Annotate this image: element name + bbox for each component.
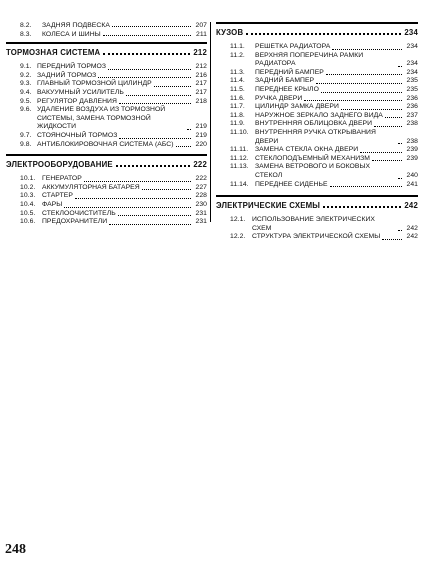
entry-page: 238 [406, 137, 418, 145]
leader-dots [119, 103, 191, 104]
section-heading-brakes[interactable] [6, 48, 207, 58]
section-page: 212 [193, 48, 207, 58]
entry-title: СТЕКЛООЧИСТИТЕЛЬ [42, 209, 116, 217]
toc-entry[interactable] [6, 22, 207, 31]
entry-title: ФАРЫ [42, 200, 63, 208]
entry-number: 11.4. [230, 77, 245, 85]
entry-number: 10.5. [20, 209, 36, 217]
entry-number: 9.7. [20, 131, 32, 139]
entry-page: 234 [406, 43, 418, 50]
entry-page: 211 [196, 30, 207, 38]
leader-dots [374, 126, 402, 127]
leader-dots [154, 86, 191, 87]
toc-entry[interactable] [216, 112, 418, 121]
entry-title: ПЕРЕДНИЙ ТОРМОЗ [37, 63, 107, 71]
entry-page: 236 [406, 94, 418, 102]
toc-entry[interactable] [216, 95, 418, 104]
entry-title: СТРУКТУРА ЭЛЕКТРИЧЕСКОЙ СХЕМЫ [252, 233, 381, 241]
leader-dots [321, 92, 402, 93]
leader-dots [187, 129, 191, 130]
toc-entry[interactable] [6, 63, 207, 72]
leader-dots [341, 109, 402, 110]
section-page: 242 [404, 201, 418, 211]
entry-page: 231 [195, 209, 207, 217]
toc-left-column [6, 22, 207, 227]
toc-entry[interactable] [216, 120, 418, 129]
entry-title: ВНУТРЕННЯЯ ОБЛИЦОВКА ДВЕРИ [255, 120, 373, 128]
toc-entry[interactable] [216, 43, 418, 52]
leader-dots [103, 35, 191, 36]
entry-title: УДАЛЕНИЕ ВОЗДУХА ИЗ ТОРМОЗНОЙ СИСТЕМЫ, ЗАМЕНА ТОРМОЗНОЙ ЖИДКОСТИ [37, 106, 166, 131]
leader-dots [84, 181, 191, 182]
entry-page: 230 [195, 200, 207, 208]
entry-title: СТОЯНОЧНЫЙ ТОРМОЗ [37, 131, 118, 139]
entry-page: 242 [406, 233, 418, 241]
entry-number: 10.4. [20, 200, 36, 208]
entry-page: 237 [406, 111, 418, 119]
entry-title: ВАКУУМНЫЙ УСИЛИТЕЛЬ [37, 88, 124, 96]
entry-number: 10.3. [20, 192, 36, 200]
entry-page: 240 [406, 171, 418, 179]
entry-page: 222 [195, 175, 207, 183]
entry-number: 9.5. [20, 97, 32, 105]
toc-right-column [216, 22, 418, 242]
leader-dots [385, 117, 402, 118]
leader-dots [398, 230, 402, 231]
toc-entry[interactable] [216, 146, 418, 155]
entry-title: ИСПОЛЬЗОВАНИЕ ЭЛЕКТРИЧЕСКИХ СХЕМ [252, 216, 375, 232]
entry-number: 11.5. [230, 85, 245, 93]
entry-title: СТЕКЛОПОДЪЕМНЫЙ МЕХАНИЗМ [255, 154, 370, 162]
entry-page: 236 [406, 103, 418, 111]
entry-title: ЗАДНИЙ БАМПЕР [255, 77, 315, 85]
leader-dots [142, 189, 191, 190]
toc-entry[interactable] [6, 98, 207, 107]
entry-page: 227 [195, 183, 207, 191]
entry-page: 234 [406, 60, 418, 68]
entry-number: 10.6. [20, 218, 36, 226]
section-page: 234 [404, 28, 418, 37]
toc-entry[interactable] [6, 210, 207, 219]
body-entries [216, 43, 418, 189]
toc-entry[interactable] [6, 184, 207, 193]
entry-title: ЗАДНЯЯ ПОДВЕСКА [42, 22, 110, 29]
leader-dots [112, 26, 191, 27]
entry-page: 242 [406, 224, 418, 232]
entry-page: 238 [406, 120, 418, 128]
entry-title: ЗАМЕНА СТЕКЛА ОКНА ДВЕРИ [255, 146, 359, 154]
toc-entry[interactable] [216, 233, 418, 242]
leader-dots [372, 160, 402, 161]
entry-number: 8.3. [20, 30, 32, 38]
entry-title: РУЧКА ДВЕРИ [255, 94, 303, 102]
leader-dots [108, 69, 191, 70]
entry-page: 219 [195, 123, 207, 131]
entry-title: ВНУТРЕННЯЯ РУЧКА ОТКРЫВАНИЯ ДВЕРИ [255, 128, 376, 145]
entry-number: 9.8. [20, 140, 32, 148]
section-divider [6, 42, 207, 44]
entry-number: 11.2. [230, 51, 245, 59]
entry-page: 231 [195, 218, 207, 226]
toc-entry[interactable] [6, 201, 207, 210]
leader-dots [75, 198, 191, 199]
entry-number: 11.3. [230, 68, 245, 76]
entry-number: 9.2. [20, 71, 32, 79]
entry-title: ПЕРЕДНЕЕ КРЫЛО [255, 85, 319, 93]
toc-entry[interactable] [6, 218, 207, 227]
page-number: 248 [5, 542, 26, 557]
entry-page: 212 [195, 63, 207, 71]
entry-number: 11.9. [230, 120, 245, 128]
entry-page: 218 [195, 97, 207, 105]
leader-dots [304, 100, 402, 101]
leader-dots [330, 186, 402, 187]
entry-page: 207 [195, 22, 207, 29]
section-title: ЭЛЕКТРООБОРУДОВАНИЕ [6, 160, 113, 170]
entry-title: РЕШЕТКА РАДИАТОРА [255, 43, 331, 50]
entry-number: 11.12. [230, 154, 249, 162]
entry-number: 11.8. [230, 111, 245, 119]
entry-title: ПРЕДОХРАНИТЕЛИ [42, 218, 108, 226]
section-title: ЭЛЕКТРИЧЕСКИЕ СХЕМЫ [216, 201, 321, 211]
section-heading-schemes[interactable] [216, 201, 418, 211]
entry-page: 228 [195, 192, 207, 200]
section-divider [216, 195, 418, 197]
entry-title: КОЛЕСА И ШИНЫ [42, 30, 101, 38]
leader-dots [64, 207, 191, 208]
section-divider [6, 154, 207, 156]
leader-dots [103, 53, 190, 55]
entry-title: ПЕРЕДНИЙ БАМПЕР [255, 68, 324, 76]
entry-number: 11.10. [230, 128, 249, 136]
toc-entry[interactable] [216, 77, 418, 86]
leader-dots [332, 49, 402, 50]
section-page: 222 [193, 160, 207, 170]
entry-title: ЦИЛИНДР ЗАМКА ДВЕРИ [255, 103, 339, 111]
entry-page: 216 [195, 71, 207, 79]
brakes-entries [6, 63, 207, 149]
entry-number: 11.14. [230, 180, 249, 188]
leader-dots [326, 74, 402, 75]
toc-entry[interactable] [6, 141, 207, 150]
entry-title: ГЛАВНЫЙ ТОРМОЗНОЙ ЦИЛИНДР [37, 80, 152, 88]
entry-number: 11.7. [230, 103, 245, 111]
leader-dots [176, 146, 191, 147]
entry-title: СТАРТЕР [42, 192, 73, 200]
toc-entry[interactable] [216, 69, 418, 78]
toc-entry[interactable] [6, 31, 207, 40]
leader-dots [98, 77, 191, 78]
entry-page: 239 [406, 146, 418, 154]
toc-entry[interactable] [6, 89, 207, 98]
section-title: КУЗОВ [216, 28, 244, 37]
toc-entry[interactable] [216, 129, 418, 146]
leader-dots [360, 152, 402, 153]
entry-title: РЕГУЛЯТОР ДАВЛЕНИЯ [37, 97, 117, 105]
entry-page: 220 [195, 140, 207, 148]
entry-number: 12.1. [230, 216, 246, 224]
entry-page: 235 [406, 85, 418, 93]
toc-entry[interactable] [216, 181, 418, 190]
column-divider [210, 22, 211, 222]
entry-page: 239 [406, 154, 418, 162]
entry-page: 217 [195, 80, 207, 88]
section-heading-electrical[interactable] [6, 160, 207, 170]
entry-page: 235 [406, 77, 418, 85]
entry-title: ЗАМЕНА ВЕТРОВОГО И БОКОВЫХ СТЕКОЛ [255, 163, 371, 179]
schemes-entries [216, 216, 418, 242]
leader-dots [398, 66, 402, 67]
toc-entry[interactable] [6, 175, 207, 184]
toc-entry[interactable] [6, 106, 207, 132]
toc-entry[interactable] [6, 192, 207, 201]
entry-page: 219 [195, 131, 207, 139]
toc-entry[interactable] [216, 52, 418, 69]
entry-title: ПЕРЕДНЕЕ СИДЕНЬЕ [255, 180, 328, 188]
entry-title: НАРУЖНОЕ ЗЕРКАЛО ЗАДНЕГО ВИДА [255, 111, 383, 119]
toc-entry[interactable] [216, 86, 418, 95]
toc-entry[interactable] [216, 216, 418, 233]
entry-page: 241 [406, 180, 418, 188]
entry-number: 12.2. [230, 233, 246, 241]
entry-title: ЗАДНИЙ ТОРМОЗ [37, 71, 97, 79]
entry-number: 11.6. [230, 94, 245, 102]
entry-number: 10.2. [20, 183, 36, 191]
entry-number: 9.1. [20, 63, 32, 71]
entry-number: 11.11. [230, 146, 249, 154]
entry-number: 9.4. [20, 88, 32, 96]
leader-dots [323, 206, 401, 208]
entry-title: ГЕНЕРАТОР [42, 175, 82, 183]
entry-title: ВЕРХНЯЯ ПОПЕРЕЧИНА РАМКИ РАДИАТОРА [255, 51, 364, 68]
entry-number: 10.1. [20, 175, 36, 183]
toc-entry[interactable] [6, 132, 207, 141]
toc-entry[interactable] [216, 163, 418, 180]
leader-dots [119, 138, 191, 139]
entry-number: 9.6. [20, 106, 32, 114]
toc-entry[interactable] [6, 80, 207, 89]
section-heading-body[interactable] [216, 28, 418, 38]
section-title: ТОРМОЗНАЯ СИСТЕМА [6, 48, 101, 58]
leader-dots [118, 215, 191, 216]
toc-entry[interactable] [216, 155, 418, 164]
leader-dots [382, 239, 402, 240]
leader-dots [246, 33, 401, 35]
toc-entry[interactable] [216, 103, 418, 112]
entry-number: 8.2. [20, 22, 32, 29]
entry-number: 11.13. [230, 163, 249, 171]
entry-number: 9.3. [20, 80, 32, 88]
entry-title: АККУМУЛЯТОРНАЯ БАТАРЕЯ [42, 183, 140, 191]
section-divider [216, 22, 418, 24]
entry-number: 11.1. [230, 43, 245, 50]
leader-dots [398, 143, 402, 144]
leader-dots [116, 165, 191, 167]
entry-page: 234 [406, 68, 418, 76]
leader-dots [398, 178, 402, 179]
leader-dots [109, 224, 191, 225]
leader-dots [126, 95, 191, 96]
entry-title: АНТИБЛОКИРОВОЧНАЯ СИСТЕМА (АБС) [37, 140, 174, 148]
entry-page: 217 [195, 88, 207, 96]
electrical-entries [6, 175, 207, 227]
leader-dots [316, 83, 402, 84]
